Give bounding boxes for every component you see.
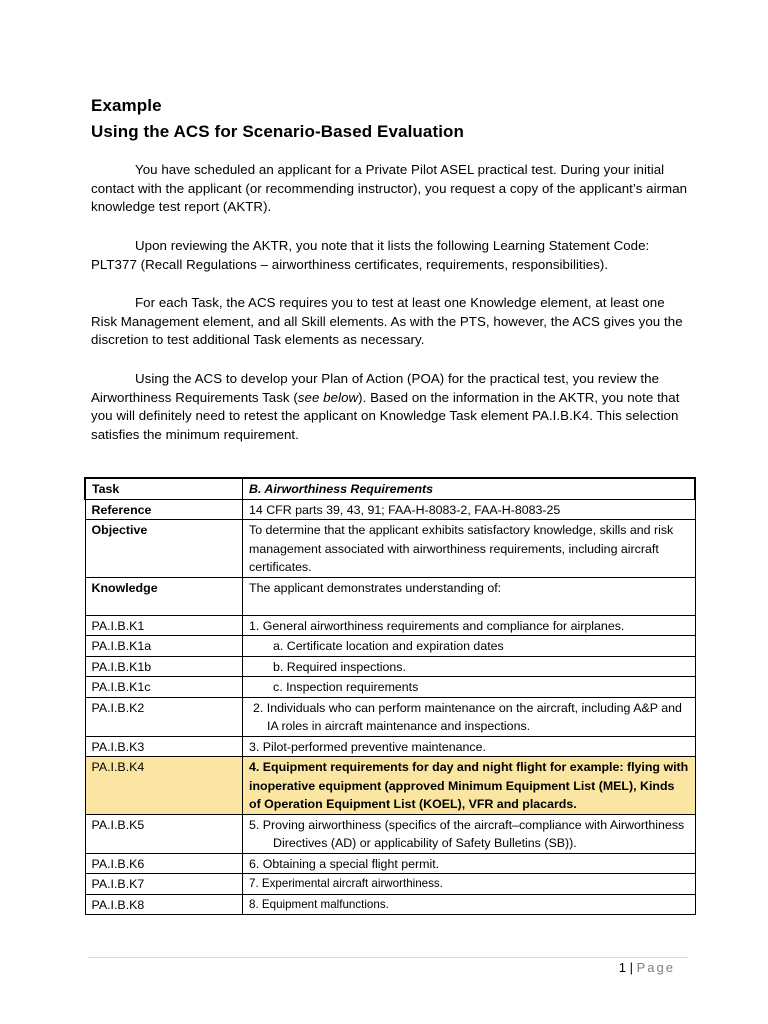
objective-value: To determine that the applicant exhibits satisfactory knowledge, skills and risk management associated with airworthiness requirements, including aircraft certificates. bbox=[243, 520, 696, 578]
element-code: PA.I.B.K7 bbox=[85, 874, 243, 895]
table-row bbox=[85, 697, 695, 736]
element-text bbox=[243, 874, 696, 895]
acs-task-table bbox=[84, 477, 696, 915]
table-row-objective bbox=[85, 520, 695, 578]
paragraph-2-text: Upon reviewing the AKTR, you note that it lists the following Learning Statement Code: PLT377 (Recall Regulations – airworthiness certificates, requirements, responsibilities). bbox=[91, 238, 650, 272]
paragraph-4-part-1: Using the ACS to develop your Plan of Action (POA) for the practical test, you review the Airworthiness Requirements Task ( bbox=[91, 371, 660, 405]
element-text bbox=[243, 697, 696, 736]
element-text bbox=[243, 636, 696, 657]
element-text-content: 3. Pilot-performed preventive maintenance. bbox=[249, 739, 486, 754]
table-row bbox=[85, 814, 695, 853]
table-row bbox=[85, 615, 695, 636]
element-text bbox=[243, 677, 696, 698]
table-row bbox=[85, 636, 695, 657]
element-text-content: 1. General airworthiness requirements and compliance for airplanes. bbox=[249, 618, 625, 633]
element-text-content: 6. Obtaining a special flight permit. bbox=[249, 856, 440, 871]
table-row-task bbox=[85, 478, 695, 499]
element-text bbox=[243, 736, 696, 757]
element-code: PA.I.B.K5 bbox=[85, 814, 243, 853]
table-row bbox=[85, 874, 695, 895]
page-word: Page bbox=[636, 960, 675, 975]
element-code: PA.I.B.K1c bbox=[85, 677, 243, 698]
element-text-content: 8. Equipment malfunctions. bbox=[249, 897, 389, 911]
paragraph-4 bbox=[91, 370, 691, 444]
element-text bbox=[243, 615, 696, 636]
element-text-content: 4. Equipment requirements for day and night flight for example: flying with inoperative equipment (approved Minimum Equipment List (MEL), Kinds of Operation Equipment List (KOEL), VFR and placards. bbox=[249, 760, 689, 811]
element-text bbox=[243, 656, 696, 677]
objective-label: Objective bbox=[85, 520, 243, 578]
paragraph-2 bbox=[91, 237, 691, 274]
page-footer bbox=[619, 960, 675, 975]
paragraph-4-italic: see below bbox=[297, 389, 359, 405]
element-text bbox=[243, 853, 696, 874]
element-code: PA.I.B.K6 bbox=[85, 853, 243, 874]
paragraph-4-part-2: ). Based on the information in the AKTR, you note that you will definitely need to retest the applicant on Knowledge Task element PA.I.B.K4. This selection satisfies the minimum requirement. bbox=[91, 389, 680, 442]
element-code: PA.I.B.K3 bbox=[85, 736, 243, 757]
paragraph-1 bbox=[91, 161, 691, 217]
paragraph-3-text: For each Task, the ACS requires you to test at least one Knowledge element, at least one Risk Management element, and all Skill elements. As with the PTS, however, the ACS gives you the discretion to test additional Task elements as necessary. bbox=[91, 295, 683, 347]
footer-separator: | bbox=[629, 960, 633, 975]
element-text-content: c. Inspection requirements bbox=[273, 680, 419, 694]
element-code: PA.I.B.K1a bbox=[85, 636, 243, 657]
element-text-content: 2. Individuals who can perform maintenance on the aircraft, including A&P and IA roles in aircraft maintenance and inspections. bbox=[253, 700, 682, 733]
task-value: B. Airworthiness Requirements bbox=[243, 478, 696, 499]
table-row-highlighted bbox=[85, 757, 695, 815]
table-row-knowledge bbox=[85, 577, 695, 615]
footer-divider bbox=[88, 957, 688, 958]
element-code: PA.I.B.K8 bbox=[85, 894, 243, 915]
reference-label: Reference bbox=[85, 499, 243, 520]
paragraph-1-text: You have scheduled an applicant for a Private Pilot ASEL practical test. During your initial contact with the applicant (or recommending instructor), you request a copy of the applicant’s airman knowledge test report (AKTR). bbox=[91, 162, 688, 214]
element-text bbox=[243, 894, 696, 915]
paragraph-3 bbox=[91, 294, 691, 350]
element-text-content: a. Certificate location and expiration dates bbox=[273, 639, 504, 653]
element-text bbox=[243, 814, 696, 853]
table-row-reference bbox=[85, 499, 695, 520]
element-code: PA.I.B.K1b bbox=[85, 656, 243, 677]
reference-value: 14 CFR parts 39, 43, 91; FAA-H-8083-2, FAA-H-8083-25 bbox=[243, 499, 696, 520]
table-row bbox=[85, 736, 695, 757]
knowledge-label: Knowledge bbox=[85, 577, 243, 615]
page-number: 1 bbox=[618, 960, 626, 975]
heading-line-1: Example bbox=[91, 96, 162, 115]
knowledge-value: The applicant demonstrates understanding of: bbox=[243, 577, 696, 615]
task-label: Task bbox=[85, 478, 243, 499]
element-text-content: 7. Experimental aircraft airworthiness. bbox=[249, 877, 443, 890]
heading-line-2: Using the ACS for Scenario-Based Evaluation bbox=[91, 122, 465, 141]
element-text-content: b. Required inspections. bbox=[273, 659, 406, 674]
table-row bbox=[85, 853, 695, 874]
element-code: PA.I.B.K2 bbox=[85, 697, 243, 736]
table-row bbox=[85, 677, 695, 698]
element-code: PA.I.B.K4 bbox=[85, 757, 243, 815]
element-text-content: 5. Proving airworthiness (specifics of the aircraft–compliance with Airworthiness Directives (AD) or applicability of Safety Bulletins (SB)). bbox=[249, 817, 685, 850]
element-code: PA.I.B.K1 bbox=[85, 615, 243, 636]
table-row bbox=[85, 894, 695, 915]
document-heading bbox=[91, 93, 464, 145]
element-text bbox=[243, 757, 696, 815]
table-row bbox=[85, 656, 695, 677]
